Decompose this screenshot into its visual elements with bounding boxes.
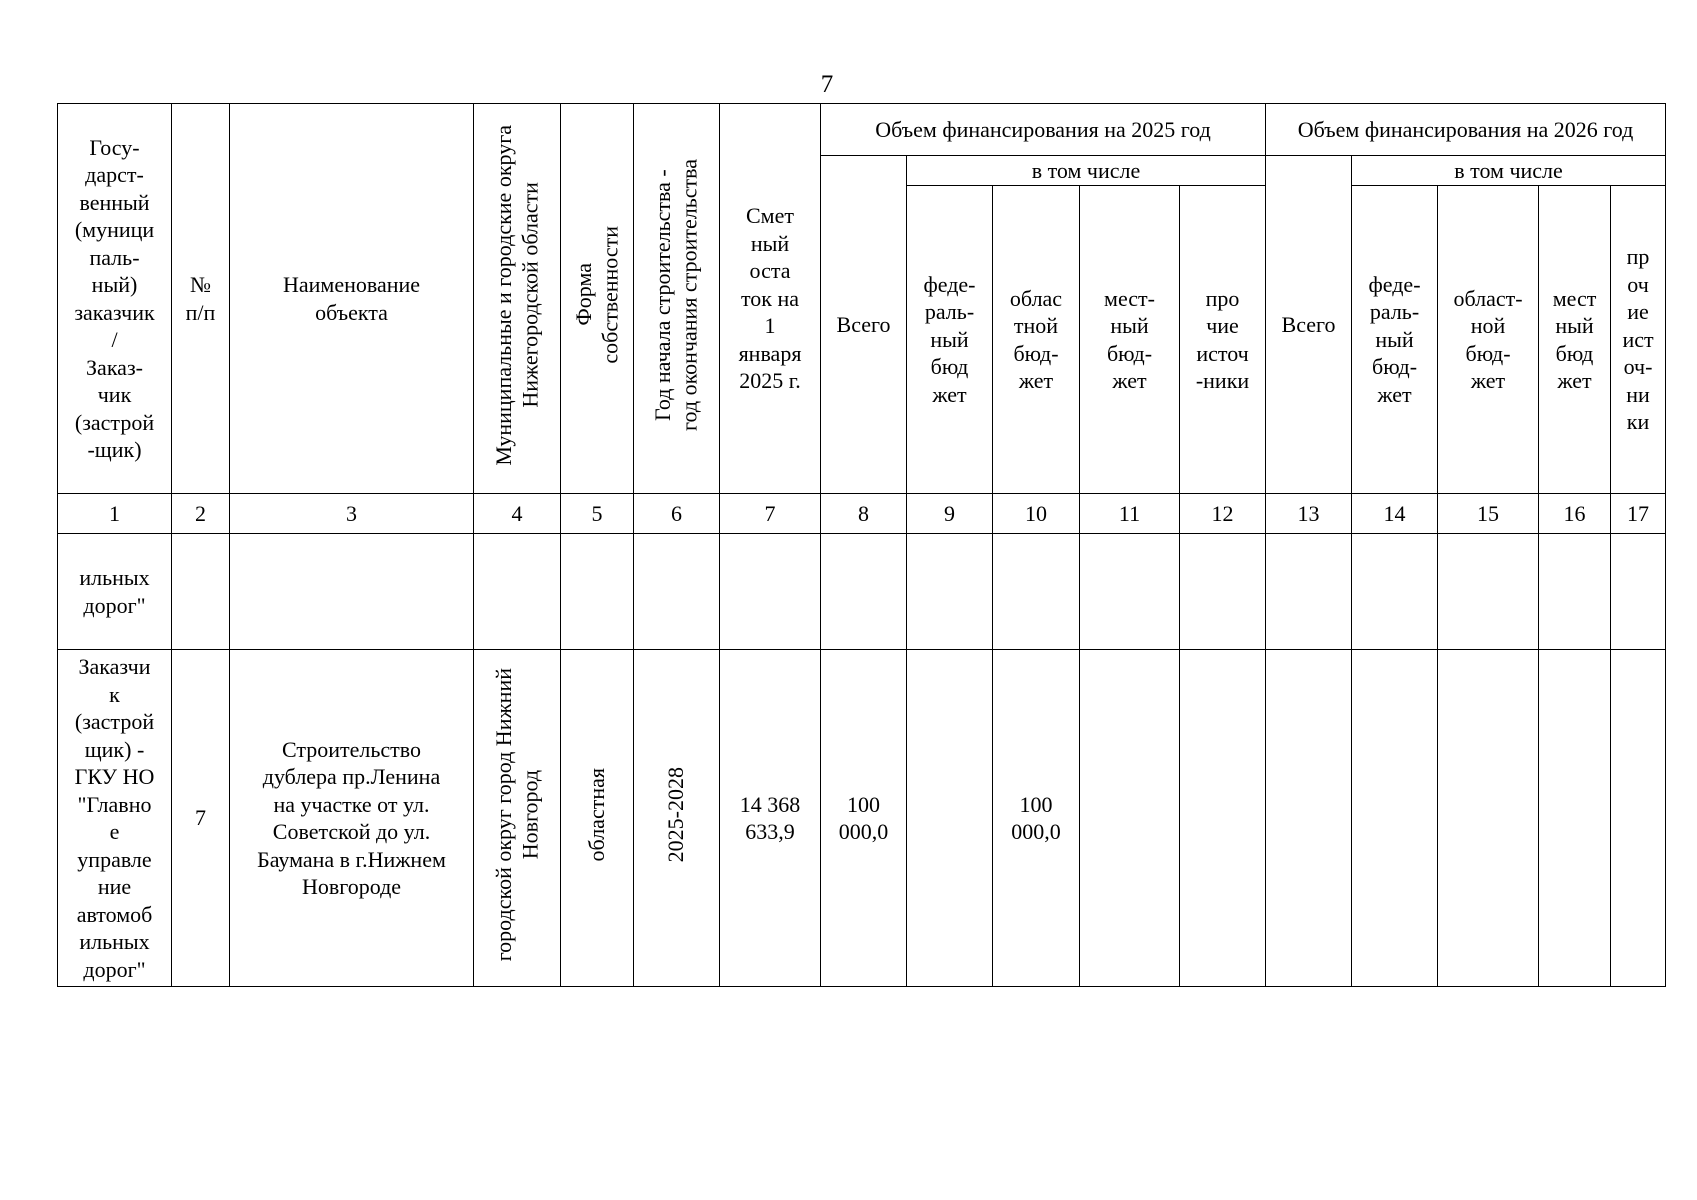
header-number: № п/п: [172, 104, 230, 494]
empty-cell: [720, 534, 821, 650]
empty-cell: [1266, 534, 1352, 650]
column-number: 2: [172, 494, 230, 534]
header-ownership-cell: [561, 104, 634, 494]
column-number: 3: [230, 494, 474, 534]
header-years: Год начала строительства - год окончания строительства: [650, 159, 702, 432]
header-loc-2026: мест ный бюд жет: [1539, 186, 1611, 494]
header-loc-2025: мест- ный бюд- жет: [1080, 186, 1180, 494]
header-reg-2026: област- ной бюд- жет: [1438, 186, 1539, 494]
row-ownership-cell: [561, 650, 634, 987]
column-number: 4: [474, 494, 561, 534]
header-fin-2026: Объем финансирования на 2026 год: [1266, 104, 1666, 156]
empty-cell: [907, 534, 993, 650]
header-including-2025: в том числе: [907, 156, 1266, 186]
row-loc-2025: [1080, 650, 1180, 987]
column-number: 9: [907, 494, 993, 534]
empty-cell: [1080, 534, 1180, 650]
row-object-name: Строительство дублера пр.Ленина на участке от ул. Советской до ул. Баумана в г.Нижнем Новгороде: [230, 650, 474, 987]
header-reg-2025: облас тной бюд- жет: [993, 186, 1080, 494]
continuation-customer: ильных дорог": [58, 534, 172, 650]
row-total-2026: [1266, 650, 1352, 987]
empty-cell: [821, 534, 907, 650]
page-number: 7: [820, 71, 834, 98]
header-customer: Госу- дарст- венный (муници паль- ный) заказчик / Заказ- чик (застрой -щик): [58, 104, 172, 494]
empty-cell: [1352, 534, 1438, 650]
header-fin-2025: Объем финансирования на 2025 год: [821, 104, 1266, 156]
row-number: 7: [172, 650, 230, 987]
row-estimate: 14 368 633,9: [720, 650, 821, 987]
empty-cell: [561, 534, 634, 650]
header-districts-cell: [474, 104, 561, 494]
row-years: 2025-2028: [663, 767, 689, 863]
row-fed-2026: [1352, 650, 1438, 987]
column-number-row: [58, 494, 1666, 534]
header-fed-2025: феде- раль- ный бюд жет: [907, 186, 993, 494]
table-row: [58, 650, 1666, 987]
row-customer: Заказчи к (застрой щик) - ГКУ НО "Главно е управле ние автомоб ильных дорог": [58, 650, 172, 987]
empty-cell: [1611, 534, 1666, 650]
column-number: 14: [1352, 494, 1438, 534]
header-oth-2026: пр оч ие ист оч- ни ки: [1611, 186, 1666, 494]
row-total-2025: 100 000,0: [821, 650, 907, 987]
header-districts: Муниципальные и городские округа Нижегородской области: [490, 124, 542, 466]
header-object-name: Наименование объекта: [230, 104, 474, 494]
column-number: 10: [993, 494, 1080, 534]
row-district: городской округ город Нижний Новгород: [490, 668, 542, 962]
empty-cell: [172, 534, 230, 650]
continuation-row: [58, 534, 1666, 650]
row-reg-2026: [1438, 650, 1539, 987]
column-number: 13: [1266, 494, 1352, 534]
header-total-2026: Всего: [1266, 156, 1352, 494]
header-estimate: Смет ный оста ток на 1 января 2025 г.: [720, 104, 821, 494]
empty-cell: [230, 534, 474, 650]
empty-cell: [1539, 534, 1611, 650]
empty-cell: [1438, 534, 1539, 650]
empty-cell: [634, 534, 720, 650]
header-row-1: [58, 104, 1666, 156]
column-number: 5: [561, 494, 634, 534]
row-loc-2026: [1539, 650, 1611, 987]
row-years-cell: [634, 650, 720, 987]
column-number: 11: [1080, 494, 1180, 534]
column-number: 1: [58, 494, 172, 534]
header-including-2026: в том числе: [1352, 156, 1666, 186]
column-number: 7: [720, 494, 821, 534]
header-fed-2026: феде- раль- ный бюд- жет: [1352, 186, 1438, 494]
column-number: 12: [1180, 494, 1266, 534]
row-ownership: областная: [583, 768, 609, 862]
empty-cell: [1180, 534, 1266, 650]
row-fed-2025: [907, 650, 993, 987]
empty-cell: [993, 534, 1080, 650]
empty-cell: [474, 534, 561, 650]
row-oth-2025: [1180, 650, 1266, 987]
row-reg-2025: 100 000,0: [993, 650, 1080, 987]
header-years-cell: [634, 104, 720, 494]
column-number: 8: [821, 494, 907, 534]
header-oth-2025: про чие источ -ники: [1180, 186, 1266, 494]
column-number: 6: [634, 494, 720, 534]
column-number: 16: [1539, 494, 1611, 534]
row-district-cell: [474, 650, 561, 987]
column-number: 15: [1438, 494, 1539, 534]
column-number: 17: [1611, 494, 1666, 534]
header-ownership: Форма собственности: [570, 226, 622, 365]
header-total-2025: Всего: [821, 156, 907, 494]
financing-table: [57, 103, 1666, 987]
row-oth-2026: [1611, 650, 1666, 987]
